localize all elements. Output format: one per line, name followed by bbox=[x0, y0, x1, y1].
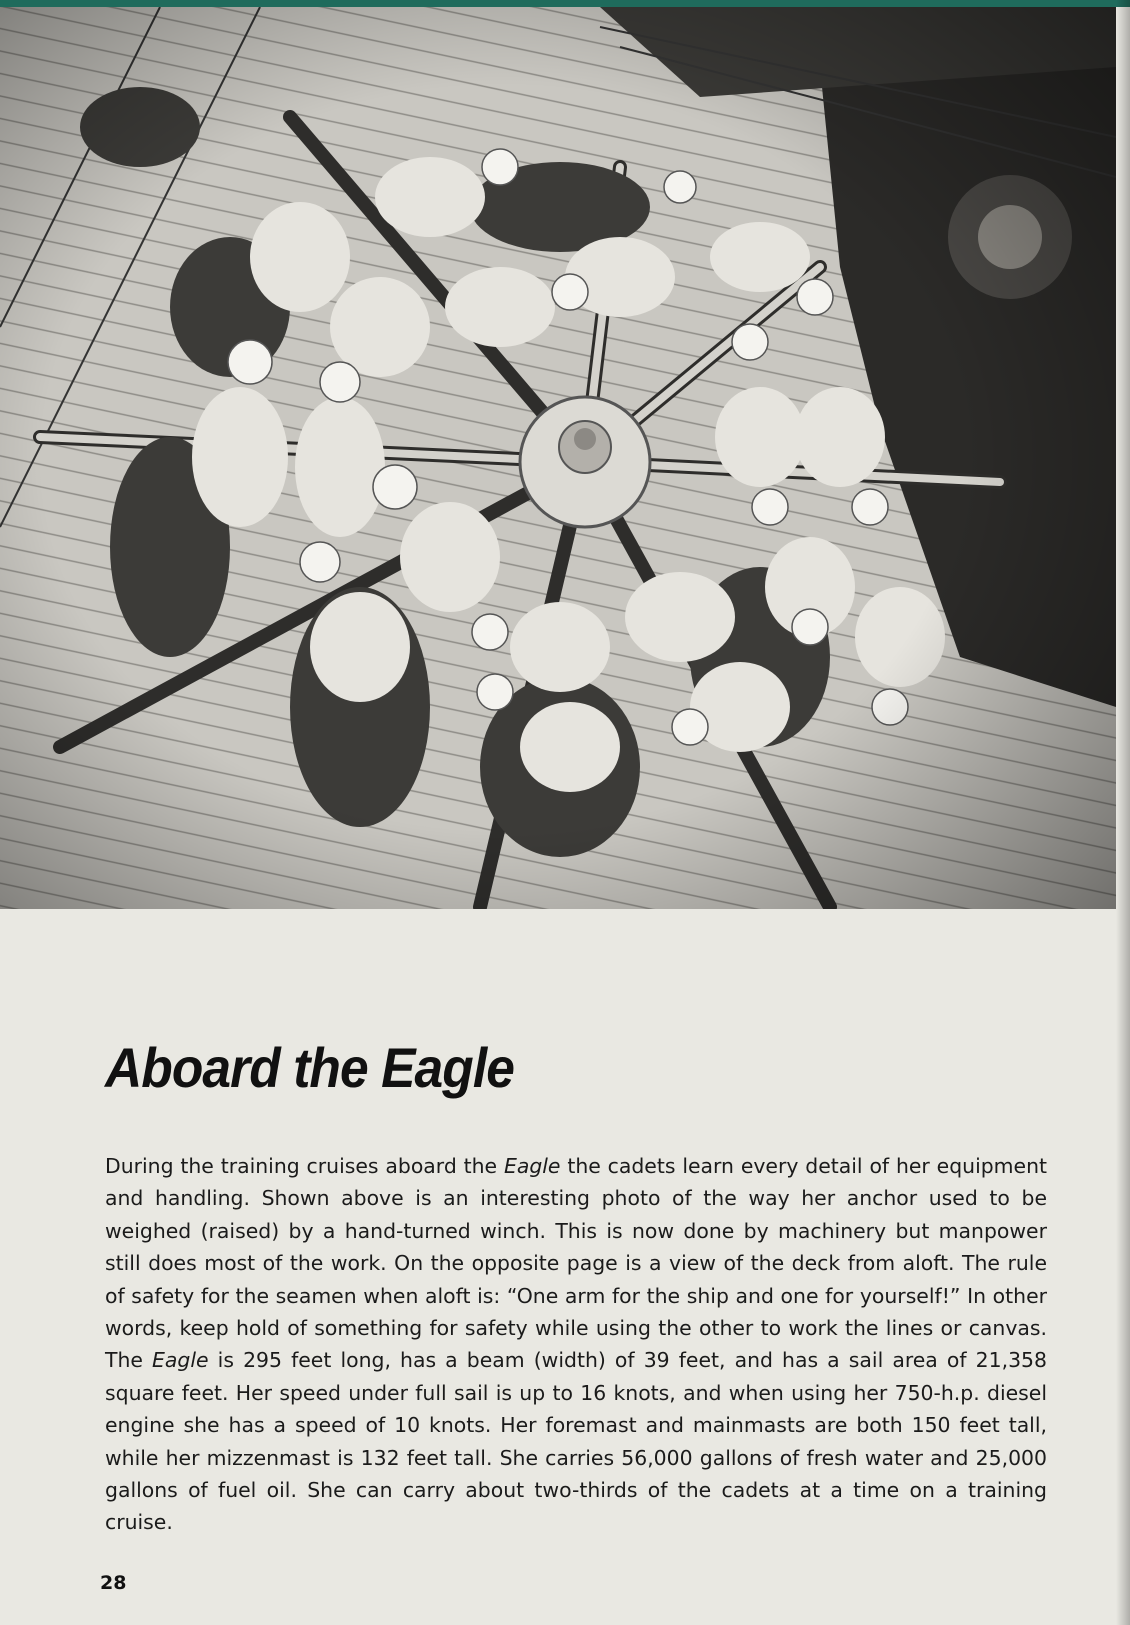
cover-edge-strip bbox=[0, 0, 1130, 7]
paragraph-segment: is 295 feet long, has a beam (width) of 39 feet, and has a sail area of 21,358 square feet. Her speed under full sail is up to 16 knots, and when using her 750-h.p. diesel engine she has a speed of 10 knots. Her foremast and mainmasts are both 150 feet tall, while her mizzenmast is 132 feet tall. She carries 56,000 gallons of fresh water and 25,000 gallons of fuel oil. She can carry about two-thirds of the cadets at a time on a training cruise. bbox=[105, 1348, 1048, 1535]
capstan-photo-illustration bbox=[0, 7, 1116, 909]
article-title: Aboard the Eagle bbox=[105, 1036, 514, 1099]
capstan-photo bbox=[0, 7, 1116, 909]
page-number: 28 bbox=[100, 1572, 127, 1594]
ship-name-italic: Eagle bbox=[152, 1348, 209, 1373]
article-paragraph bbox=[105, 1150, 1047, 1539]
paragraph-segment: During the training cruises aboard the bbox=[105, 1154, 504, 1178]
ship-name-italic: Eagle bbox=[503, 1154, 561, 1178]
binding-shadow bbox=[1116, 0, 1130, 1625]
paragraph-segment: the cadets learn every detail of her equipment and handling. Shown above is an interesting photo of the way her anchor used to be weighed (raised) by a hand-turned winch. This is now done by machinery but manpower still does most of the work. On the opposite page is a view of the deck from aloft. The rule of safety for the seamen when aloft is: “One arm for the ship and one for yourself!” In other words, keep hold of something for safety while using the other to work the lines or canvas. The bbox=[105, 1154, 1047, 1373]
